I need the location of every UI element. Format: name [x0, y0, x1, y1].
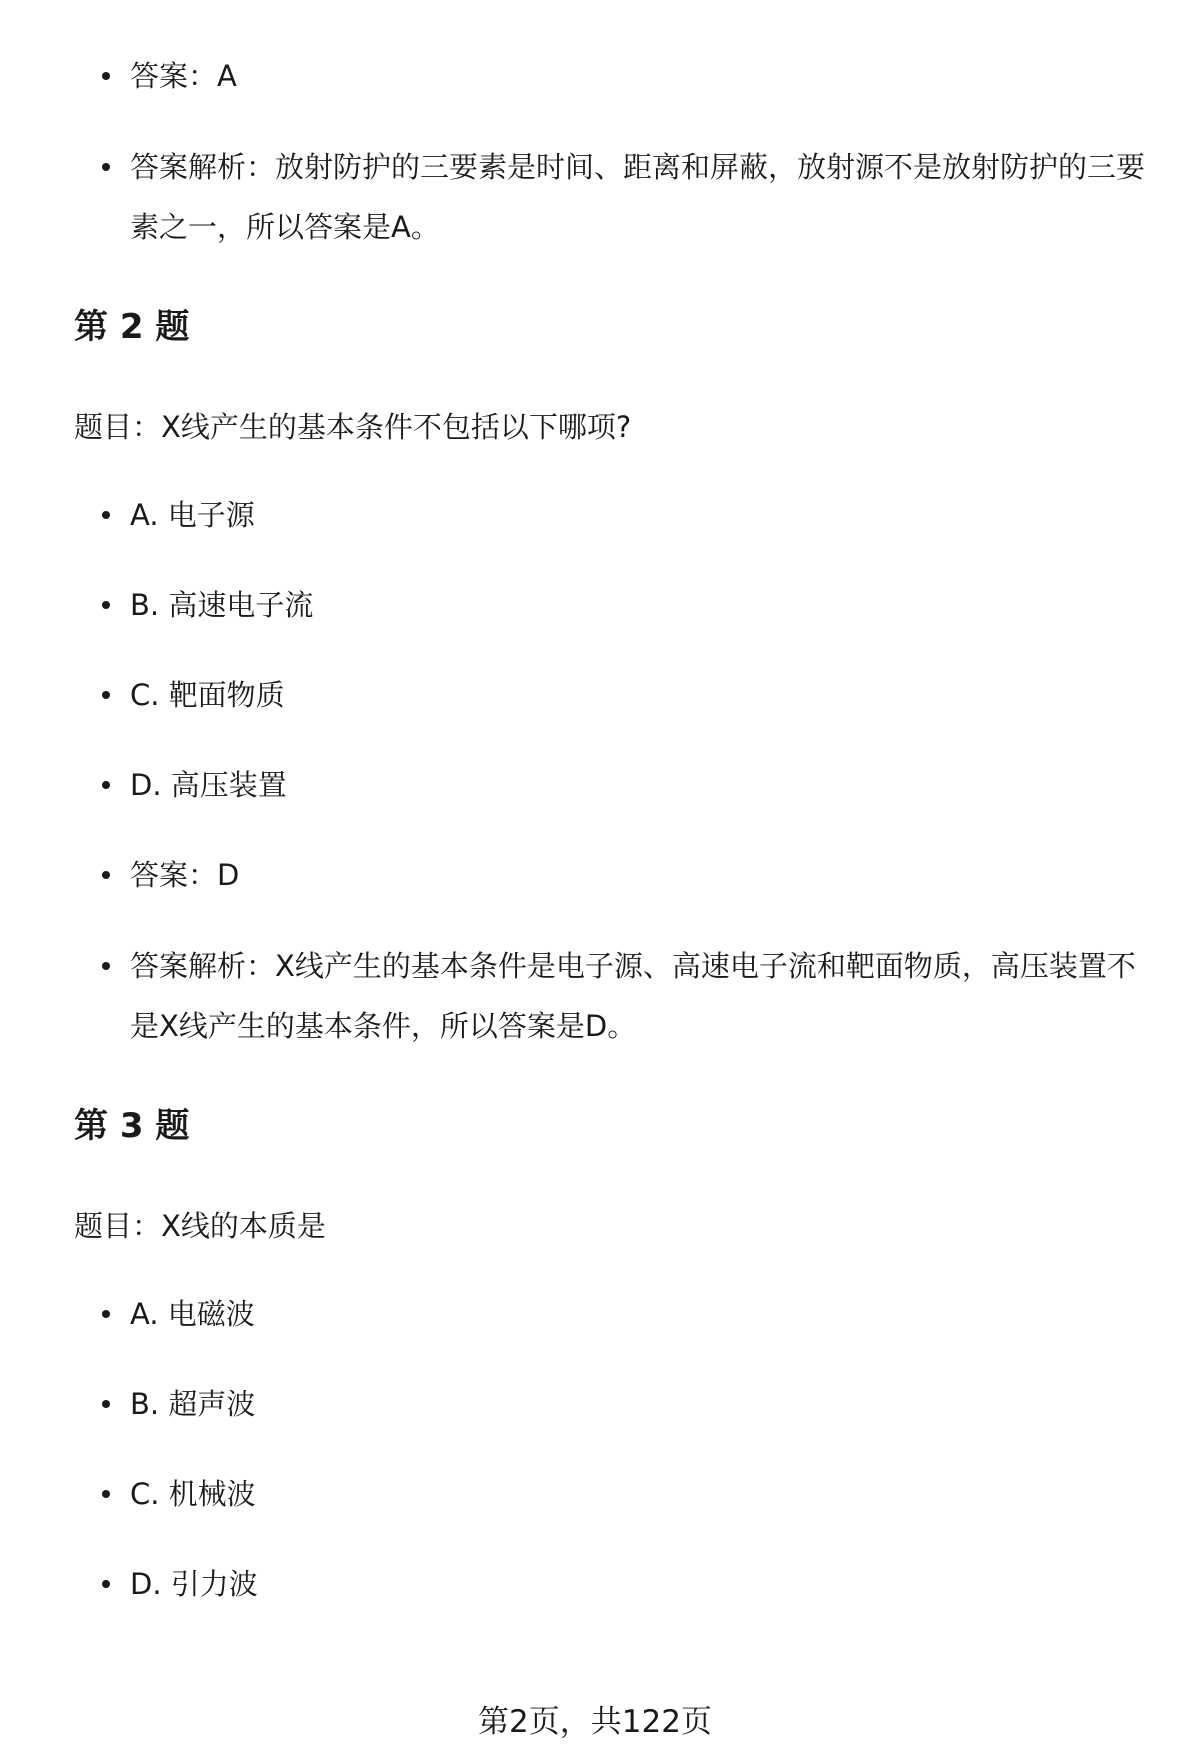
q2-option-a: A. 电子源 [130, 498, 255, 532]
q2-option-b-item [130, 575, 1150, 635]
q1-analysis-item [130, 137, 1150, 257]
q1-analysis: 答案解析：放射防护的三要素是时间、距离和屏蔽，放射源不是放射防护的三要素之一，所以答案是A。 [130, 150, 1146, 244]
q2-answer: 答案：D [130, 858, 240, 892]
q3-stem: 题目：X线的本质是 [74, 1209, 326, 1243]
q3-option-c: C. 机械波 [130, 1477, 256, 1511]
q2-analysis-item [130, 936, 1150, 1056]
bullet-dot [102, 511, 110, 519]
q2-answer-item [130, 845, 1150, 905]
bullet-dot [102, 163, 110, 171]
bullet-dot [102, 1490, 110, 1498]
q3-option-d: D. 引力波 [130, 1567, 258, 1601]
q2-option-c-item [130, 665, 1150, 725]
q3-option-b: B. 超声波 [130, 1387, 256, 1421]
q2-option-d-item [130, 755, 1150, 815]
bullet-dot [102, 1580, 110, 1588]
q2-stem: 题目：X线产生的基本条件不包括以下哪项? [74, 410, 632, 444]
q3-option-a-item [130, 1284, 1150, 1344]
q1-answer: 答案：A [130, 59, 237, 93]
bullet-dot [102, 72, 110, 80]
q2-heading: 第 2 题 [74, 307, 190, 347]
q2-option-a-item [130, 485, 1150, 545]
q3-option-b-item [130, 1374, 1150, 1434]
q2-option-b: B. 高速电子流 [130, 588, 314, 622]
bullet-dot [102, 601, 110, 609]
bullet-dot [102, 871, 110, 879]
q3-heading: 第 3 题 [74, 1106, 190, 1146]
bullet-dot [102, 1400, 110, 1408]
q3-option-d-item [130, 1554, 1150, 1614]
bullet-dot [102, 1310, 110, 1318]
bullet-dot [102, 691, 110, 699]
q2-analysis: 答案解析：X线产生的基本条件是电子源、高速电子流和靶面物质，高压装置不是X线产生的基本条件，所以答案是D。 [130, 949, 1136, 1043]
page-number: 第2页，共122页 [478, 1704, 712, 1740]
q3-option-c-item [130, 1464, 1150, 1524]
q2-option-c: C. 靶面物质 [130, 678, 285, 712]
q3-option-a: A. 电磁波 [130, 1297, 255, 1331]
q1-answer-item [130, 46, 1150, 106]
q2-option-d: D. 高压装置 [130, 768, 287, 802]
bullet-dot [102, 781, 110, 789]
bullet-dot [102, 962, 110, 970]
